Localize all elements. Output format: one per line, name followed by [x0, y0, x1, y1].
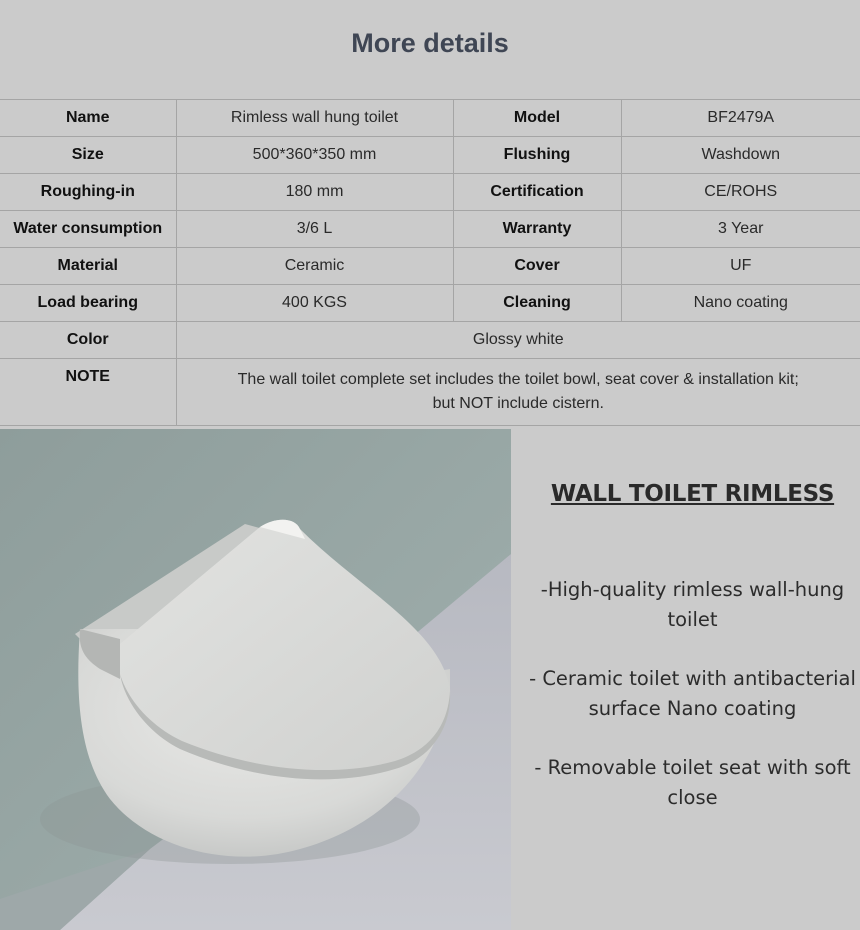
table-row	[0, 285, 860, 322]
feature-heading: WALL TOILET RIMLESS	[550, 481, 835, 507]
spec-value: Washdown	[621, 137, 860, 174]
spec-value: 3/6 L	[176, 211, 453, 248]
feature-panel	[511, 429, 860, 930]
toilet-illustration	[0, 429, 511, 930]
spec-label: Name	[0, 100, 176, 137]
table-row-color	[0, 322, 860, 359]
spec-label: Color	[0, 322, 176, 359]
spec-label: Roughing-in	[0, 174, 176, 211]
spec-value: UF	[621, 248, 860, 285]
table-row	[0, 137, 860, 174]
spec-label: Flushing	[453, 137, 621, 174]
spec-value: 3 Year	[621, 211, 860, 248]
spec-value: BF2479A	[621, 100, 860, 137]
feature-list	[525, 575, 860, 842]
spec-value: CE/ROHS	[621, 174, 860, 211]
spec-label: Certification	[453, 174, 621, 211]
spec-label: Cleaning	[453, 285, 621, 322]
note-line: but NOT include cistern.	[432, 395, 604, 412]
table-row	[0, 248, 860, 285]
spec-label: Size	[0, 137, 176, 174]
list-item: - Removable toilet seat with soft close	[534, 756, 851, 809]
table-row	[0, 211, 860, 248]
spec-label: Material	[0, 248, 176, 285]
spec-label: Load bearing	[0, 285, 176, 322]
spec-label: Model	[453, 100, 621, 137]
list-item: - Ceramic toilet with antibacterial surface Nano coating	[529, 667, 856, 720]
table-row	[0, 174, 860, 211]
spec-value: Ceramic	[176, 248, 453, 285]
product-photo	[0, 429, 511, 930]
note-label: NOTE	[0, 359, 176, 426]
specs-table	[0, 99, 860, 426]
note-line: The wall toilet complete set includes the toilet bowl, seat cover & installation kit;	[237, 371, 799, 388]
page-title: More details	[351, 28, 509, 58]
spec-value: 400 KGS	[176, 285, 453, 322]
spec-value: 180 mm	[176, 174, 453, 211]
spec-label: Water consumption	[0, 211, 176, 248]
table-row-note	[0, 359, 860, 426]
spec-value: Nano coating	[621, 285, 860, 322]
spec-value: Rimless wall hung toilet	[176, 100, 453, 137]
list-item: -High-quality rimless wall-hung toilet	[540, 578, 845, 631]
spec-value: Glossy white	[176, 322, 860, 359]
spec-value: 500*360*350 mm	[176, 137, 453, 174]
note-text	[176, 359, 860, 426]
spec-label: Cover	[453, 248, 621, 285]
spec-label: Warranty	[453, 211, 621, 248]
table-row	[0, 100, 860, 137]
